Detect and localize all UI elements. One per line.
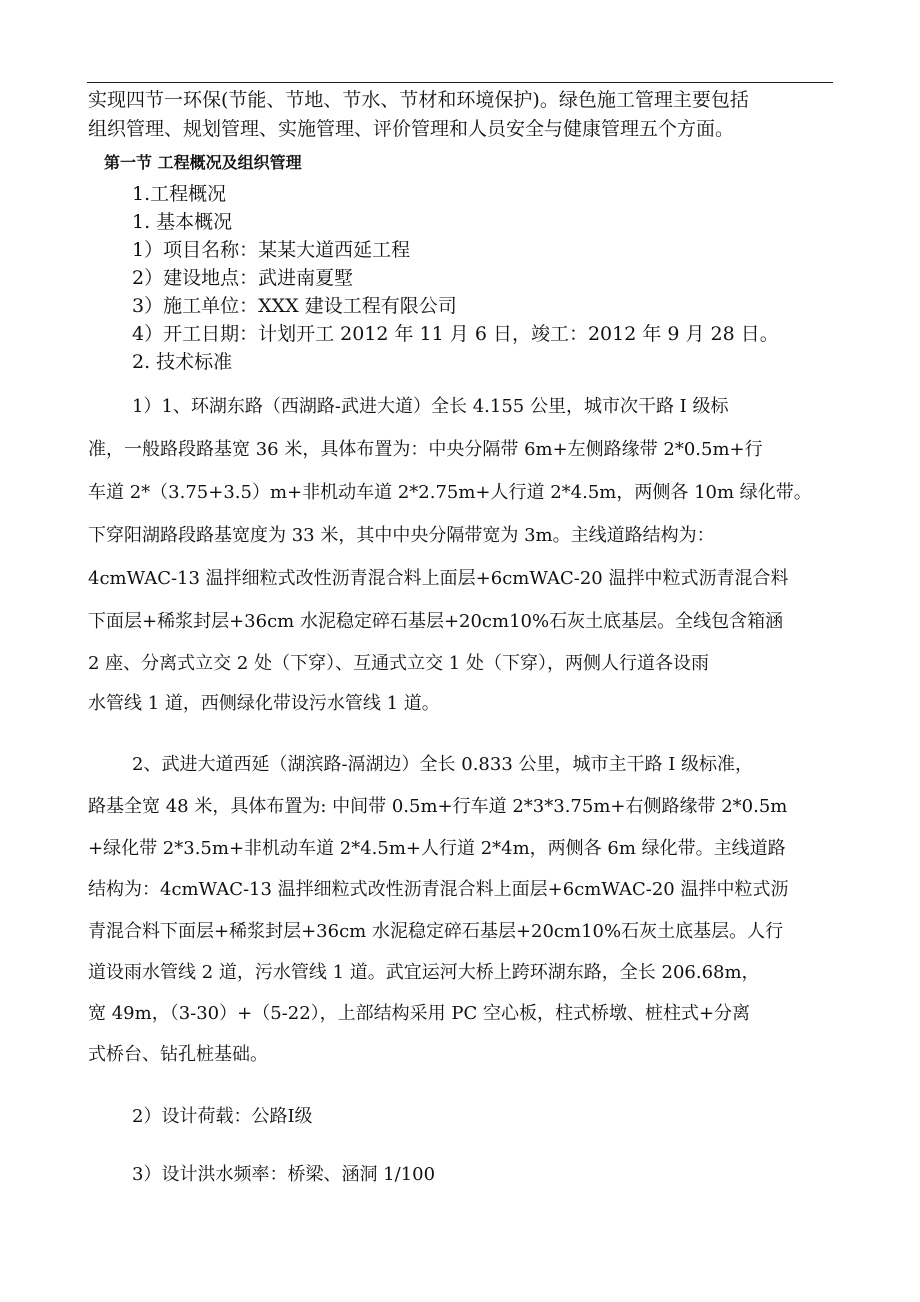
paragraph-line: 水管线 1 道，西侧绿化带设污水管线 1 道。 — [88, 693, 440, 714]
paragraph-line: 2 座、分离式立交 2 处（下穿）、互通式立交 1 处（下穿），两侧人行道各设雨 — [88, 653, 709, 674]
paragraph-line: 2、武进大道西延（湖滨路-滆湖边）全长 0.833 公里，城市主干路 I 级标准， — [132, 754, 754, 775]
intro-line: 组织管理、规划管理、实施管理、评价管理和人员安全与健康管理五个方面。 — [88, 118, 735, 140]
list-item: 2）设计荷载：公路Ⅰ级 — [132, 1106, 313, 1127]
paragraph-line: 车道 2*（3.75+3.5）m+非机动车道 2*2.75m+人行道 2*4.5m，两侧各 10m 绿化带。 — [88, 482, 812, 503]
paragraph-line: 路基全宽 48 米，具体布置为: 中间带 0.5m+行车道 2*3*3.75m+右侧路缘带 2*0.5m — [88, 796, 788, 817]
subheading: 1. 基本概况 — [132, 211, 233, 233]
subheading: 2. 技术标准 — [132, 351, 233, 373]
list-item: 3）设计洪水频率：桥梁、涵洞 1/100 — [132, 1164, 436, 1185]
paragraph-line: 宽 49m，（3-30）+（5-22），上部结构采用 PC 空心板，柱式桥墩、桩柱式+分离 — [88, 1003, 751, 1024]
list-item: 1）项目名称：某某大道西延工程 — [132, 239, 411, 261]
paragraph-line: 青混合料下面层+稀浆封层+36cm 水泥稳定碎石基层+20cm10%石灰土底基层。人行 — [88, 921, 784, 942]
list-item: 4）开工日期：计划开工 2012 年 11 月 6 日，竣工：2012 年 9 月 28 日。 — [132, 323, 779, 345]
intro-line: 实现四节一环保(节能、节地、节水、节材和环境保护)。绿色施工管理主要包括 — [88, 89, 749, 111]
paragraph-line: 下面层+稀浆封层+36cm 水泥稳定碎石基层+20cm10%石灰土底基层。全线包含箱涵 — [88, 611, 784, 632]
header-rule — [87, 82, 833, 83]
section-heading: 第一节 工程概况及组织管理 — [104, 153, 302, 172]
paragraph-line: 道设雨水管线 2 道，污水管线 1 道。武宜运河大桥上跨环湖东路，全长 206.68m， — [88, 962, 760, 983]
subheading: 1.工程概况 — [132, 183, 227, 205]
list-item: 2）建设地点：武进南夏墅 — [132, 267, 354, 289]
paragraph-line: 1）1、环湖东路（西湖路-武进大道）全长 4.155 公里，城市次干路 I 级标 — [132, 396, 729, 417]
paragraph-line: 结构为：4cmWAC-13 温拌细粒式改性沥青混合料上面层+6cmWAC-20 温拌中粒式沥 — [88, 879, 789, 900]
paragraph-line: 准，一般路段路基宽 36 米，具体布置为：中央分隔带 6m+左侧路缘带 2*0.5m+行 — [88, 439, 763, 460]
paragraph-line: 下穿阳湖路段路基宽度为 33 米，其中中央分隔带宽为 3m。主线道路结构为： — [88, 525, 715, 546]
list-item: 3）施工单位：XXX 建设工程有限公司 — [132, 295, 457, 317]
paragraph-line: +绿化带 2*3.5m+非机动车道 2*4.5m+人行道 2*4m，两侧各 6m 绿化带。主线道路 — [88, 838, 786, 859]
paragraph-line: 式桥台、钻孔桩基础。 — [88, 1044, 268, 1065]
paragraph-line: 4cmWAC-13 温拌细粒式改性沥青混合料上面层+6cmWAC-20 温拌中粒式沥青混合料 — [88, 568, 789, 589]
